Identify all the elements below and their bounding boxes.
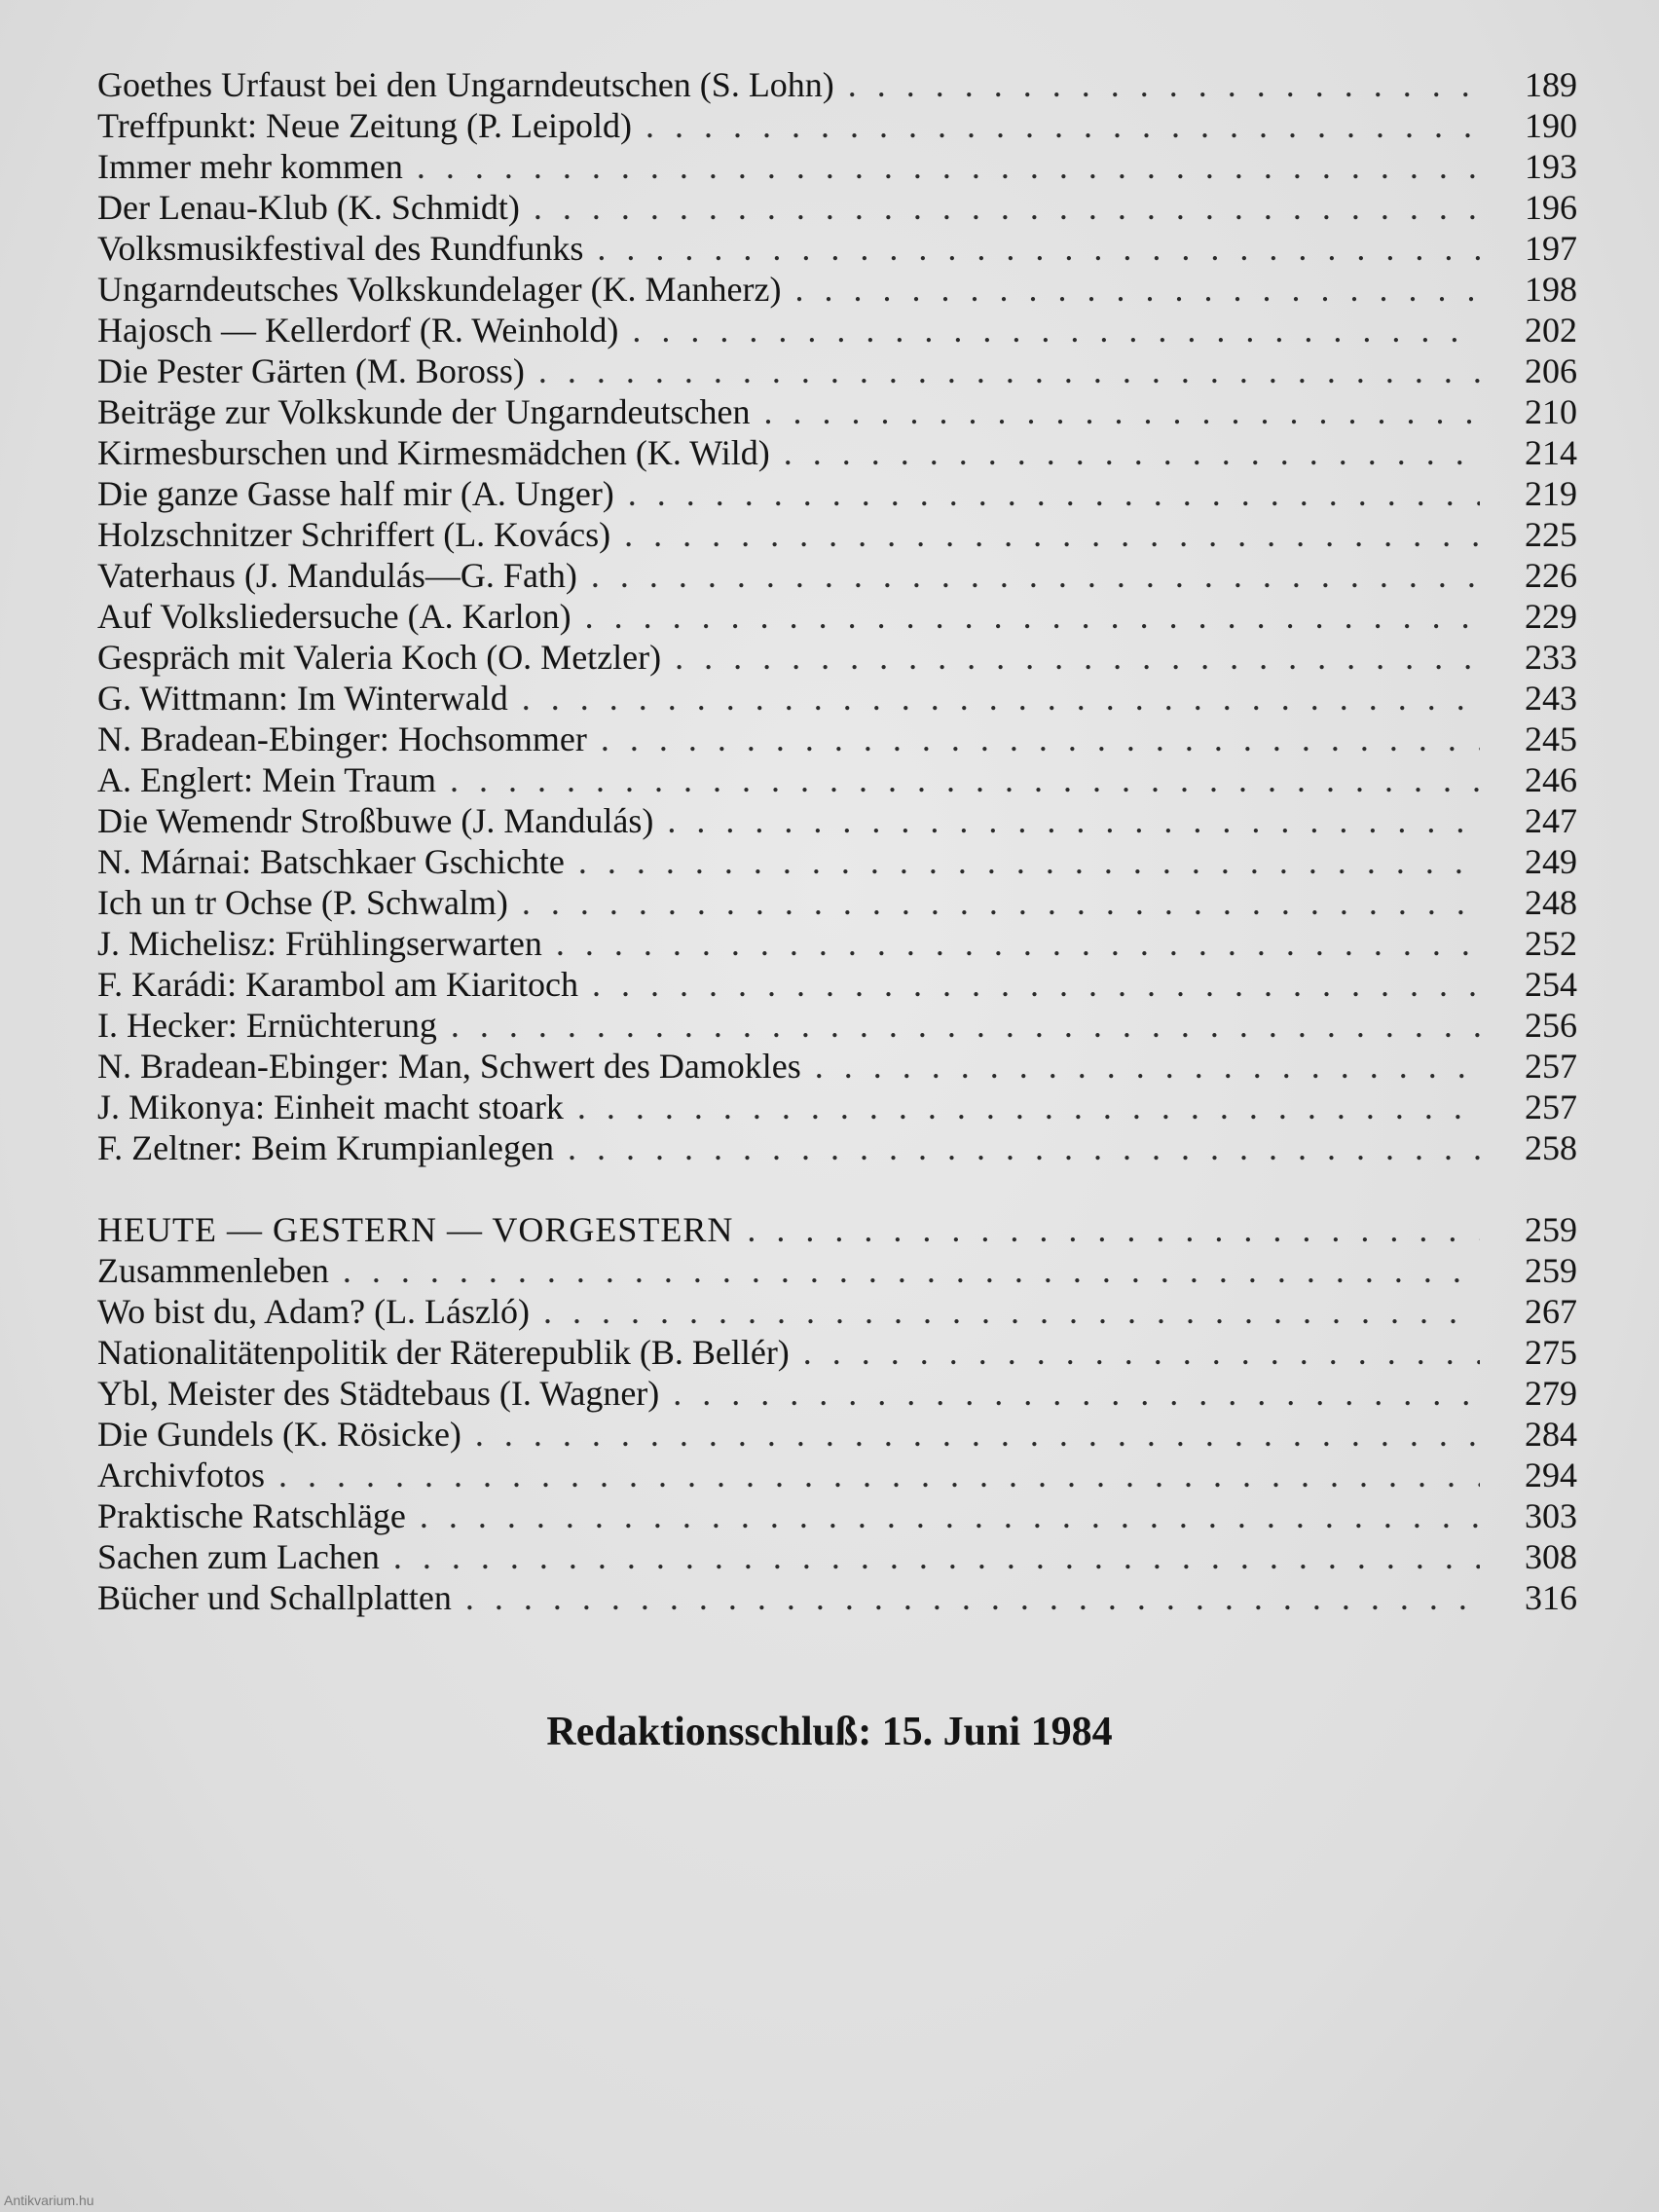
toc-entry	[97, 310, 1577, 350]
toc-entry-title: Vaterhaus (J. Mandulás—G. Fath)	[97, 556, 577, 595]
toc-entry	[97, 1455, 1577, 1495]
toc-entry-page: 190	[1525, 106, 1577, 145]
toc-entry-page: 206	[1525, 351, 1577, 390]
dot-leader	[578, 841, 1480, 882]
toc-entry-page: 225	[1525, 515, 1577, 554]
toc-entry	[97, 882, 1577, 923]
toc-entry	[97, 391, 1577, 432]
toc-entry	[97, 800, 1577, 841]
toc-entry-title: Ich un tr Ochse (P. Schwalm)	[97, 883, 508, 922]
toc-entry-title: N. Bradean-Ebinger: Hochsommer	[97, 719, 587, 758]
toc-entry	[97, 678, 1577, 719]
dot-leader	[601, 719, 1480, 759]
toc-entry-page: 196	[1525, 188, 1577, 227]
toc-entry-page: 226	[1525, 556, 1577, 595]
toc-entry-page: 189	[1525, 65, 1577, 104]
toc-entry	[97, 187, 1577, 228]
dot-leader	[420, 1495, 1480, 1536]
toc-entry-title: Die Wemendr Stroßbuwe (J. Mandulás)	[97, 801, 654, 840]
toc-entry	[97, 555, 1577, 596]
toc-entry	[97, 964, 1577, 1005]
dot-leader	[645, 105, 1480, 146]
toc-entry-title: J. Michelisz: Frühlingserwarten	[97, 924, 542, 963]
toc-entry-title: Praktische Ratschläge	[97, 1496, 406, 1535]
toc-entry-page: 245	[1525, 719, 1577, 758]
toc-entry	[97, 923, 1577, 964]
toc-entry	[97, 759, 1577, 800]
toc-entry-page: 308	[1525, 1537, 1577, 1576]
toc-entry-title: Beiträge zur Volkskunde der Ungarndeutschen	[97, 392, 751, 431]
toc-entry-page: 243	[1525, 679, 1577, 718]
dot-leader	[815, 1046, 1480, 1087]
toc-entry-title: Nationalitätenpolitik der Räterepublik (B. Bellér)	[97, 1333, 790, 1372]
dot-leader	[675, 637, 1480, 678]
dot-leader	[475, 1414, 1480, 1455]
toc-entry-title: Sachen zum Lachen	[97, 1537, 380, 1576]
dot-leader	[803, 1332, 1480, 1373]
toc-entry	[97, 719, 1577, 759]
toc-entry-page: 294	[1525, 1456, 1577, 1494]
toc-entry-title: F. Karádi: Karambol am Kiaritoch	[97, 965, 578, 1004]
toc-entry-title: Volksmusikfestival des Rundfunks	[97, 229, 584, 268]
toc-entry	[97, 1005, 1577, 1046]
toc-entry-page: 249	[1525, 842, 1577, 881]
toc-entry	[97, 1046, 1577, 1087]
dot-leader	[591, 555, 1480, 596]
toc-entry-page: 316	[1525, 1578, 1577, 1617]
dot-leader	[624, 514, 1480, 555]
toc-entry-title: Auf Volksliedersuche (A. Karlon)	[97, 597, 571, 636]
toc-entry-title: Der Lenau-Klub (K. Schmidt)	[97, 188, 520, 227]
toc-entry-page: 248	[1525, 883, 1577, 922]
toc-entry-title: Hajosch — Kellerdorf (R. Weinhold)	[97, 311, 619, 350]
dot-leader	[592, 964, 1480, 1005]
dot-leader	[784, 432, 1480, 473]
toc-entry-title: Bücher und Schallplatten	[97, 1578, 452, 1617]
toc-entry-title: N. Márnai: Batschkaer Gschichte	[97, 842, 565, 881]
dot-leader	[747, 1209, 1480, 1250]
section-heading	[97, 1209, 1577, 1250]
toc-entry-title: Die Pester Gärten (M. Boross)	[97, 351, 525, 390]
dot-leader	[568, 1127, 1480, 1168]
dot-leader	[343, 1250, 1480, 1291]
dot-leader	[393, 1536, 1480, 1577]
toc-entry-page: 233	[1525, 638, 1577, 677]
dot-leader	[848, 64, 1480, 105]
toc-entry-page: 197	[1525, 229, 1577, 268]
toc-entry-page: 252	[1525, 924, 1577, 963]
toc-section-heute-gestern	[97, 1209, 1577, 1618]
table-of-contents	[97, 64, 1577, 1618]
dot-leader	[522, 882, 1480, 923]
toc-entry-title: Ybl, Meister des Städtebaus (I. Wagner)	[97, 1374, 660, 1413]
toc-entry-title: Kirmesburschen und Kirmesmädchen (K. Wild)	[97, 433, 770, 472]
toc-entry	[97, 514, 1577, 555]
toc-entry	[97, 105, 1577, 146]
toc-entry	[97, 1577, 1577, 1618]
dot-leader	[534, 187, 1480, 228]
dot-leader	[632, 310, 1480, 350]
toc-entry	[97, 64, 1577, 105]
toc-entry	[97, 146, 1577, 187]
toc-entry-page: 257	[1525, 1047, 1577, 1086]
toc-entry	[97, 1414, 1577, 1455]
dot-leader	[543, 1291, 1480, 1332]
toc-entry-page: 219	[1525, 474, 1577, 513]
toc-entry-page: 246	[1525, 760, 1577, 799]
toc-entry	[97, 1250, 1577, 1291]
toc-entry-title: Gespräch mit Valeria Koch (O. Metzler)	[97, 638, 662, 677]
toc-entry	[97, 1332, 1577, 1373]
toc-entry	[97, 1127, 1577, 1168]
toc-section-literature	[97, 64, 1577, 1168]
toc-entry-title: Treffpunkt: Neue Zeitung (P. Leipold)	[97, 106, 632, 145]
dot-leader	[522, 678, 1480, 719]
toc-entry	[97, 1087, 1577, 1127]
toc-entry	[97, 350, 1577, 391]
toc-entry-page: 214	[1525, 433, 1577, 472]
dot-leader	[667, 800, 1480, 841]
toc-entry	[97, 841, 1577, 882]
toc-entry-title: G. Wittmann: Im Winterwald	[97, 679, 508, 718]
section-heading-title: HEUTE — GESTERN — VORGESTERN	[97, 1210, 734, 1249]
toc-entry-page: 229	[1525, 597, 1577, 636]
toc-entry-title: Zusammenleben	[97, 1251, 329, 1290]
toc-entry	[97, 596, 1577, 637]
toc-entry-title: Wo bist du, Adam? (L. László)	[97, 1292, 531, 1331]
toc-entry-title: A. Englert: Mein Traum	[97, 760, 436, 799]
dot-leader	[451, 1005, 1480, 1046]
toc-entry-title: Immer mehr kommen	[97, 147, 403, 186]
dot-leader	[628, 473, 1480, 514]
toc-entry-page: 256	[1525, 1006, 1577, 1045]
toc-entry	[97, 432, 1577, 473]
toc-entry-title: Die Gundels (K. Rösicke)	[97, 1415, 461, 1454]
dot-leader	[278, 1455, 1480, 1495]
toc-entry-page: 198	[1525, 270, 1577, 309]
toc-entry-page: 303	[1525, 1496, 1577, 1535]
toc-entry-page: 257	[1525, 1088, 1577, 1126]
dot-leader	[556, 923, 1480, 964]
toc-entry-page: 254	[1525, 965, 1577, 1004]
toc-entry-title: N. Bradean-Ebinger: Man, Schwert des Damokles	[97, 1047, 801, 1086]
dot-leader	[763, 391, 1480, 432]
dot-leader	[673, 1373, 1480, 1414]
dot-leader	[597, 228, 1480, 269]
toc-entry-page: 275	[1525, 1333, 1577, 1372]
toc-entry-title: Ungarndeutsches Volkskundelager (K. Manherz)	[97, 270, 782, 309]
toc-entry-page: 259	[1525, 1251, 1577, 1290]
toc-entry-page: 267	[1525, 1292, 1577, 1331]
watermark: Antikvarium.hu	[4, 2193, 94, 2208]
toc-entry-title: I. Hecker: Ernüchterung	[97, 1006, 437, 1045]
toc-entry	[97, 637, 1577, 678]
toc-entry	[97, 473, 1577, 514]
toc-entry-title: Goethes Urfaust bei den Ungarndeutschen (S. Lohn)	[97, 65, 834, 104]
toc-entry-page: 193	[1525, 147, 1577, 186]
toc-entry-page: 284	[1525, 1415, 1577, 1454]
editorial-deadline: Redaktionsschluß: 15. Juni 1984	[546, 1710, 1113, 1754]
toc-entry	[97, 269, 1577, 310]
toc-entry-title: Holzschnitzer Schriffert (L. Kovács)	[97, 515, 611, 554]
toc-entry-page: 258	[1525, 1128, 1577, 1167]
toc-entry-page: 202	[1525, 311, 1577, 350]
dot-leader	[794, 269, 1480, 310]
dot-leader	[450, 759, 1480, 800]
toc-entry-title: Archivfotos	[97, 1456, 265, 1494]
dot-leader	[577, 1087, 1480, 1127]
toc-entry-title: J. Mikonya: Einheit macht stoark	[97, 1088, 564, 1126]
dot-leader	[417, 146, 1480, 187]
dot-leader	[465, 1577, 1480, 1618]
toc-entry-page: 210	[1525, 392, 1577, 431]
toc-entry	[97, 1291, 1577, 1332]
toc-entry	[97, 1536, 1577, 1577]
dot-leader	[585, 596, 1480, 637]
toc-entry-title: Die ganze Gasse half mir (A. Unger)	[97, 474, 614, 513]
dot-leader	[538, 350, 1480, 391]
toc-entry	[97, 1373, 1577, 1414]
toc-entry	[97, 1495, 1577, 1536]
section-heading-page: 259	[1525, 1210, 1577, 1249]
toc-entry-page: 247	[1525, 801, 1577, 840]
toc-entry	[97, 228, 1577, 269]
toc-entry-title: F. Zeltner: Beim Krumpianlegen	[97, 1128, 555, 1167]
toc-entry-page: 279	[1525, 1374, 1577, 1413]
